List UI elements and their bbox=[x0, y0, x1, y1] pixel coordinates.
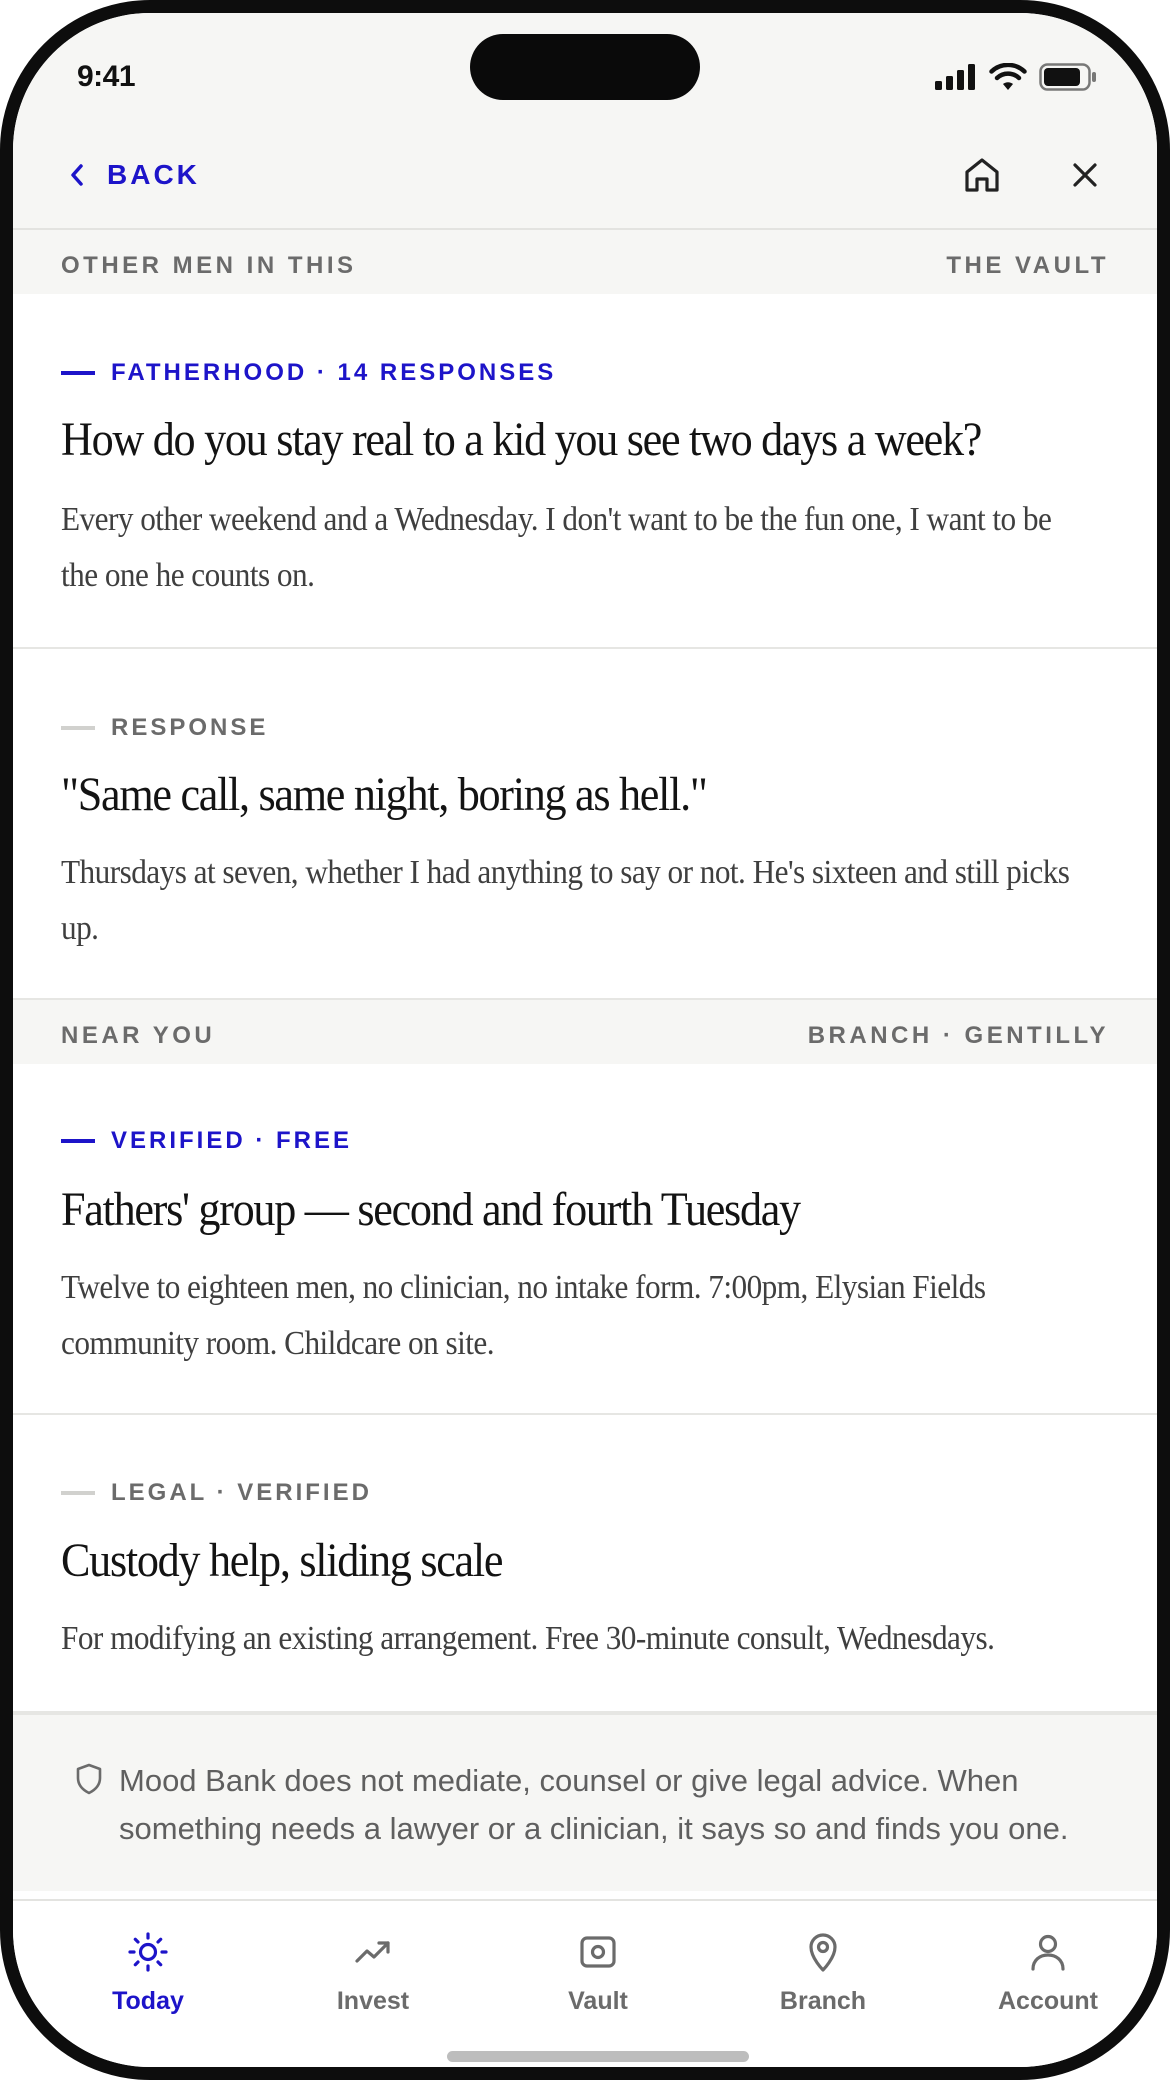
trend-up-icon bbox=[352, 1931, 394, 1973]
card-body-line: Twelve to eighteen men, no clinician, no intake form. 7:00pm, Elysian Fields bbox=[61, 1269, 986, 1306]
kicker-label: LEGAL · VERIFIED bbox=[111, 1479, 372, 1506]
question-card[interactable] bbox=[13, 294, 1157, 649]
battery-icon bbox=[1039, 63, 1097, 91]
disclaimer-line: something needs a lawyer or a clinician, it says so and finds you one. bbox=[119, 1811, 1069, 1846]
close-button[interactable] bbox=[1055, 145, 1115, 205]
user-icon bbox=[1027, 1931, 1069, 1973]
card-kicker bbox=[61, 359, 556, 387]
tab-today[interactable] bbox=[63, 1931, 233, 2016]
section-title: NEAR YOU bbox=[61, 1022, 216, 1049]
chevron-left-icon bbox=[69, 163, 85, 187]
home-indicator[interactable] bbox=[447, 2051, 749, 2062]
tab-branch[interactable] bbox=[738, 1931, 908, 2016]
disclaimer-banner bbox=[13, 1713, 1157, 1891]
section-link[interactable]: THE VAULT bbox=[946, 252, 1109, 279]
tab-label: Invest bbox=[336, 1987, 410, 2015]
card-body-line: For modifying an existing arrangement. Free 30-minute consult, Wednesdays. bbox=[61, 1620, 995, 1657]
card-title: Custody help, sliding scale bbox=[61, 1534, 503, 1587]
shield-icon bbox=[75, 1763, 103, 1795]
section-header-near-you bbox=[13, 1000, 1157, 1064]
card-body bbox=[61, 1260, 1101, 1372]
card-body-line: up. bbox=[61, 910, 99, 947]
disclaimer-line: Mood Bank does not mediate, counsel or give legal advice. When bbox=[119, 1763, 1019, 1798]
cellular-signal-icon bbox=[935, 64, 977, 90]
disclaimer-text bbox=[119, 1757, 1119, 1853]
tab-label: Account bbox=[998, 1987, 1098, 2015]
card-kicker bbox=[61, 1479, 372, 1507]
card-title: Fathers' group — second and fourth Tuesday bbox=[61, 1183, 800, 1236]
card-body-line: the one he counts on. bbox=[61, 557, 315, 594]
section-link[interactable]: BRANCH · GENTILLY bbox=[807, 1022, 1109, 1049]
kicker-dash bbox=[61, 371, 95, 375]
kicker-label: VERIFIED · FREE bbox=[111, 1127, 353, 1154]
tab-invest[interactable] bbox=[288, 1931, 458, 2016]
section-title: OTHER MEN IN THIS bbox=[61, 252, 357, 279]
tab-label: Branch bbox=[779, 1987, 867, 2015]
vault-icon bbox=[577, 1931, 619, 1973]
top-nav-bar bbox=[13, 125, 1157, 230]
resource-card[interactable] bbox=[13, 1415, 1157, 1713]
kicker-dash bbox=[61, 1139, 95, 1143]
back-button[interactable] bbox=[69, 147, 200, 203]
tab-vault[interactable] bbox=[513, 1931, 683, 2016]
card-kicker bbox=[61, 714, 268, 742]
card-body-line: Thursdays at seven, whether I had anything to say or not. He's sixteen and still picks bbox=[61, 854, 1070, 891]
tab-label: Vault bbox=[568, 1987, 628, 2015]
card-kicker bbox=[61, 1127, 352, 1155]
tab-label: Today bbox=[112, 1987, 184, 2015]
wifi-icon bbox=[989, 63, 1027, 91]
sun-icon bbox=[127, 1931, 169, 1973]
kicker-dash bbox=[61, 726, 95, 730]
card-title: "Same call, same night, boring as hell." bbox=[61, 768, 707, 821]
tab-account[interactable] bbox=[963, 1931, 1133, 2016]
kicker-label: RESPONSE bbox=[111, 714, 269, 741]
close-icon bbox=[1070, 160, 1100, 190]
map-pin-icon bbox=[802, 1931, 844, 1973]
card-body bbox=[61, 492, 1101, 604]
kicker-dash bbox=[61, 1491, 95, 1495]
section-header-vault bbox=[13, 230, 1157, 294]
response-card[interactable] bbox=[13, 649, 1157, 1000]
card-body bbox=[61, 845, 1101, 957]
status-time: 9:41 bbox=[77, 60, 136, 93]
resource-card[interactable] bbox=[13, 1064, 1157, 1415]
card-body-line: community room. Childcare on site. bbox=[61, 1325, 494, 1362]
home-icon bbox=[962, 155, 1002, 195]
card-body-line: Every other weekend and a Wednesday. I don't want to be the fun one, I want to be bbox=[61, 501, 1052, 538]
dynamic-island bbox=[470, 34, 700, 100]
back-label: BACK bbox=[107, 159, 200, 190]
kicker-label: FATHERHOOD · 14 RESPONSES bbox=[111, 359, 557, 386]
card-body bbox=[61, 1611, 1101, 1667]
status-icons bbox=[935, 63, 1097, 91]
home-button[interactable] bbox=[952, 145, 1012, 205]
card-title: How do you stay real to a kid you see two days a week? bbox=[61, 413, 982, 466]
